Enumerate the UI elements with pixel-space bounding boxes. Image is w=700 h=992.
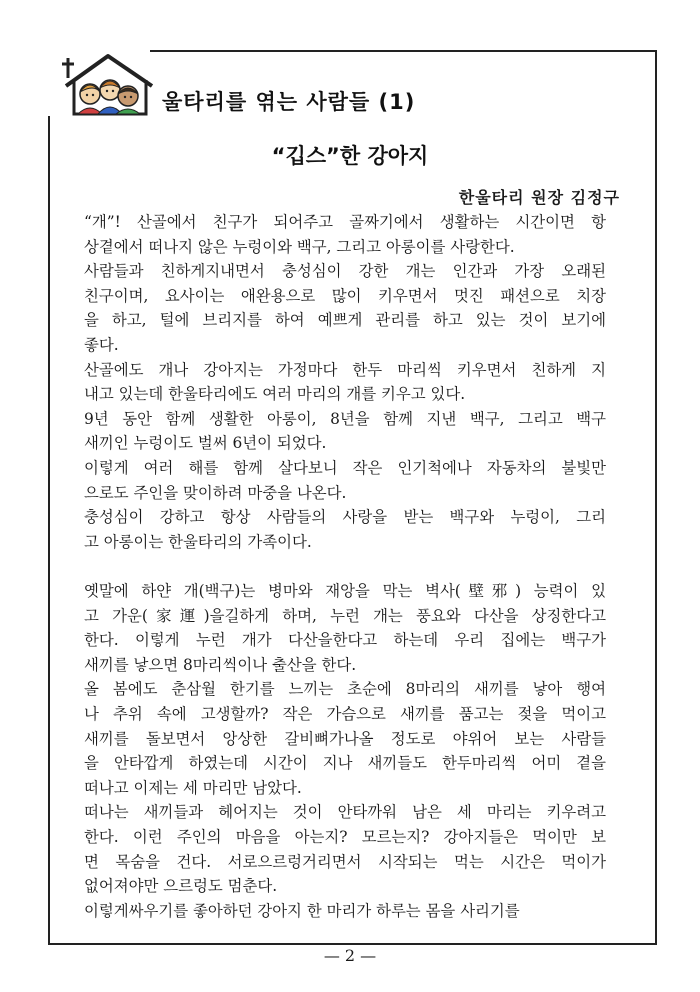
- body-line: 내고 있는데 한울타리에도 여러 마리의 개를 키우고 있다.: [84, 385, 466, 404]
- body-line: 한다. 이렇게 누런 개가 다산을한다고 하는데 우리 집에는 백구가: [84, 631, 606, 650]
- author-byline: 한울타리 원장 김정구: [458, 188, 620, 207]
- body-line: 을 안타깝게 하였는데 시간이 지나 새끼들도 한두마리씩 어미 곁을: [84, 754, 606, 773]
- body-line: 없어져야만 으르렁도 멈춘다.: [84, 877, 278, 896]
- body-line: 을 하고, 털에 브리지를 하여 예쁘게 관리를 하고 있는 것이 보기에: [84, 311, 606, 330]
- body-line: 고 가운(家運)을길하게 하며, 누런 개는 풍요와 다산을 상징한다고: [84, 606, 606, 625]
- body-line: 떠나고 이제는 세 마리만 남았다.: [84, 778, 302, 797]
- body-line: 새끼인 누렁이도 벌써 6년이 되었다.: [84, 434, 327, 453]
- body-line: 올 봄에도 춘삼월 한기를 느끼는 초순에 8마리의 새끼를 낳아 행여: [84, 680, 606, 699]
- body-line: 사람들과 친하게지내면서 충성심이 강한 개는 인간과 가장 오래된: [84, 262, 606, 281]
- frame-left-border: [48, 116, 50, 944]
- frame-bottom-border: [48, 943, 657, 945]
- body-line: 면 목숨을 건다. 서로으르렁거리면서 시작되는 먹는 시간은 먹이가: [84, 852, 606, 871]
- body-line: 좋다.: [84, 336, 119, 354]
- body-line: 이렇게 여러 해를 함께 살다보니 작은 인기척에나 자동차의 불빛만: [84, 459, 606, 477]
- body-line: 친구이며, 요사이는 애완용으로 많이 키우면서 멋진 패션으로 치장: [84, 286, 606, 305]
- frame-top-border: [150, 50, 656, 52]
- body-line: [84, 554, 606, 578]
- body-line: 새끼를 돌보면서 앙상한 갈비뼈가나올 정도로 야위어 보는 사람들: [84, 729, 606, 748]
- page-number: — 2 —: [323, 946, 377, 965]
- article-title: “깁스”한 강아지: [271, 144, 429, 168]
- body-line: 상곁에서 떠나지 않은 누렁이와 백구, 그리고 아롱이를 사랑한다.: [84, 237, 515, 256]
- body-line: 옛말에 하얀 개(백구)는 병마와 재앙을 막는 벽사(壁邪) 능력이 있: [84, 582, 606, 600]
- body-line: 이렇게싸우기를 좋아하던 강아지 한 마리가 하루는 몸을 사리기를: [84, 901, 520, 920]
- body-line: 한다. 이런 주인의 마음을 아는지? 모르는지? 강아지들은 먹이만 보: [84, 828, 606, 846]
- body-line: 떠나는 새끼들과 헤어지는 것이 안타까워 남은 세 마리는 키우려고: [84, 803, 606, 822]
- body-line: 나 추위 속에 고생할까? 작은 가슴으로 새끼를 품고는 젖을 먹이고: [84, 705, 606, 723]
- series-title: 울타리를 엮는 사람들 (1): [162, 90, 416, 114]
- body-line: “개”! 산골에서 친구가 되어주고 골짜기에서 생활하는 시간이면 항: [84, 213, 606, 231]
- body-line: 산골에도 개나 강아지는 가정마다 한두 마리씩 키우면서 친하게 지: [84, 360, 606, 379]
- body-line: 9년 동안 함께 생활한 아롱이, 8년을 함께 지낸 백구, 그리고 백구: [84, 409, 606, 428]
- body-line: 충성심이 강하고 항상 사람들의 사랑을 받는 백구와 누렁이, 그리: [84, 508, 606, 527]
- body-line: 으로도 주인을 맞이하려 마중을 나온다.: [84, 483, 347, 502]
- house-with-cross-and-children-icon: [58, 52, 158, 118]
- frame-right-border: [655, 50, 657, 944]
- body-line: 새끼를 낳으면 8마리씩이나 출산을 한다.: [84, 655, 357, 674]
- body-line: 고 아롱이는 한울타리의 가족이다.: [84, 532, 312, 551]
